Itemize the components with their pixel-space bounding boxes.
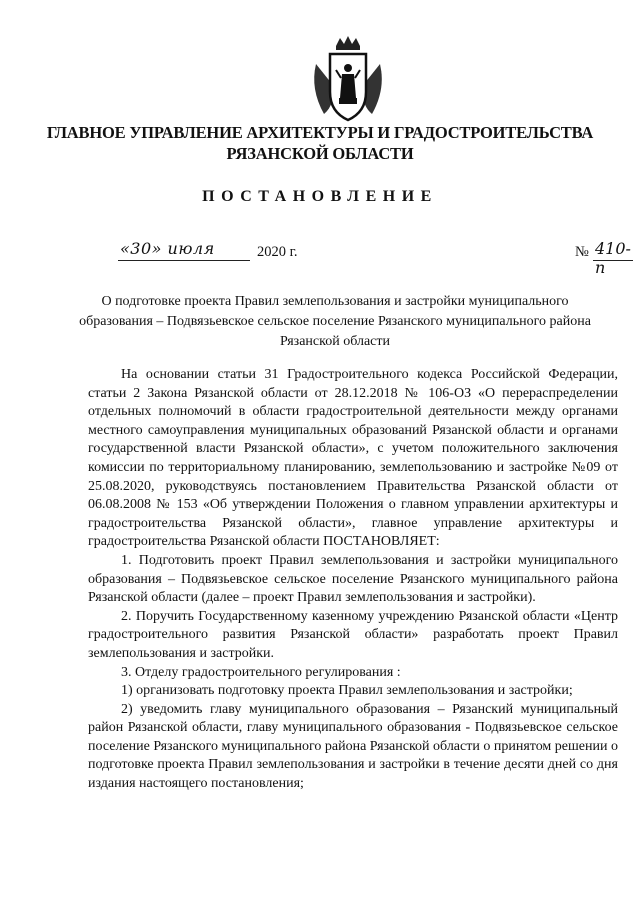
handwritten-date: «30» июля (120, 239, 215, 258)
number-underline (593, 260, 633, 261)
item-2-paragraph: 2. Поручить Государственному казенному учреждению Рязанской области «Центр градостроительного развития Рязанской области» разработать проект Правил землепользования и застройки. (88, 608, 618, 661)
document-subject: О подготовке проекта Правил землепользования и застройки муниципального образования – Подвязьевское сельское поселение Рязанского муниципального района Рязанской области (79, 294, 591, 349)
date-year: 2020 г. (257, 244, 298, 260)
number-sign: № (575, 244, 589, 260)
item-3-paragraph: 3. Отделу градостроительного регулирования : (121, 664, 401, 680)
item-3-1-paragraph: 1) организовать подготовку проекта Правил землепользования и застройки; (121, 683, 573, 699)
document-type-heading: ПОСТАНОВЛЕНИЕ (202, 188, 438, 205)
preamble-paragraph: На основании статьи 31 Градостроительного кодекса Российской Федерации, статьи 2 Закона Рязанской области от 28.12.2018 № 106-ОЗ «О перераспределении отдельных полномочий в области градостроительной деятельности между органами местного самоуправления муниципальных образований Рязанской области и органами государственной власти Рязанской области», с учетом положительного заключения комиссии по территориальному планированию, землепользованию и застройке №09 от 25.08.2020, руководствуясь постановлением Правительства Рязанской области от 06.08.2008 № 153 «Об утверждении Положения о главном управлении архитектуры и градостроительства Рязанской области», главное управление архитектуры и градостроительства Рязанской области ПОСТАНОВЛЯЕТ: (88, 367, 618, 550)
item-1-paragraph: 1. Подготовить проект Правил землепользования и застройки муниципального образования – Подвязьевское сельское поселение Рязанского муниципального района Рязанской области (далее – проект Правил землепользования и застройки). (88, 552, 618, 606)
handwritten-number: 410-п (595, 239, 631, 277)
date-underline (118, 260, 250, 261)
date-number-line (110, 239, 640, 277)
document-body (88, 366, 618, 794)
coat-of-arms-icon (306, 34, 390, 126)
item-3-2-paragraph: 2) уведомить главу муниципального образования – Рязанский муниципальный район Рязанской области, главу муниципального образования - Подвязьевское сельское поселение Рязанского муниципального района Рязанской области о принятом решении о подготовке проекта Правил землепользования и застройки в течение десяти дней со дня издания настоящего постановления; (88, 701, 618, 792)
organization-name: ГЛАВНОЕ УПРАВЛЕНИЕ АРХИТЕКТУРЫ И ГРАДОСТРОИТЕЛЬСТВА РЯЗАНСКОЙ ОБЛАСТИ (46, 123, 594, 163)
